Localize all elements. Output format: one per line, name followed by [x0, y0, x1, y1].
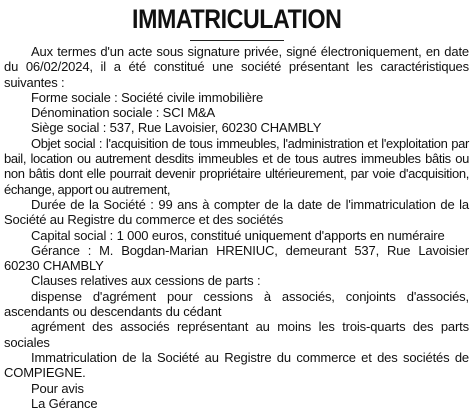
title-wrap — [4, 4, 469, 40]
management-paragraph: Gérance : M. Bogdan-Marian HRENIUC, demeurant 537, Rue Lavoisier 60230 CHAMBLY — [4, 242, 469, 274]
signature-line: La Gérance — [31, 395, 98, 411]
closing-line: Pour avis — [31, 380, 84, 396]
legal-form-line: Forme sociale : Société civile immobilière — [31, 89, 264, 105]
transfer-approval-line: agrément des associés représentant au moins les trois-quarts des parts sociales — [4, 319, 469, 350]
company-name-line: Dénomination sociale : SCI M&A — [31, 105, 216, 121]
duration-paragraph: Durée de la Société : 99 ans à compter de la date de l'immatriculation de la Société au Registre du commerce et des sociétés — [4, 196, 469, 228]
intro-paragraph: Aux termes d'un acte sous signature privée, signé électroniquement, en date du 06/02/2024, il a été constitué une société présentant les caractéristiques suivantes : — [4, 44, 469, 90]
transfer-exemption-paragraph: dispense d'agrément pour cessions à associés, conjoints d'associés, ascendants ou descendants du cédant — [4, 288, 469, 320]
title-divider — [190, 40, 284, 41]
corporate-purpose-paragraph: Objet social : l'acquisition de tous immeubles, l'administration et l'exploitation par bail, location ou autrement desdits immeubles et de tous autres immeubles bâtis ou non bâtis dont elle pourrait devenir propriétaire ultérieurement, par voie d'acquisition, échange, apport ou autrement, — [4, 135, 469, 197]
registration-paragraph: Immatriculation de la Société au Registre du commerce et des sociétés de COMPIEGNE. — [4, 349, 469, 381]
notice-title: IMMATRICULATION — [131, 4, 342, 34]
legal-notice — [4, 4, 469, 411]
share-transfer-heading: Clauses relatives aux cessions de parts : — [31, 273, 261, 289]
share-capital-line: Capital social : 1 000 euros, constitué uniquement d'apports en numéraire — [31, 227, 445, 243]
notice-body — [4, 44, 469, 411]
registered-office-line: Siège social : 537, Rue Lavoisier, 60230 CHAMBLY — [31, 120, 322, 136]
